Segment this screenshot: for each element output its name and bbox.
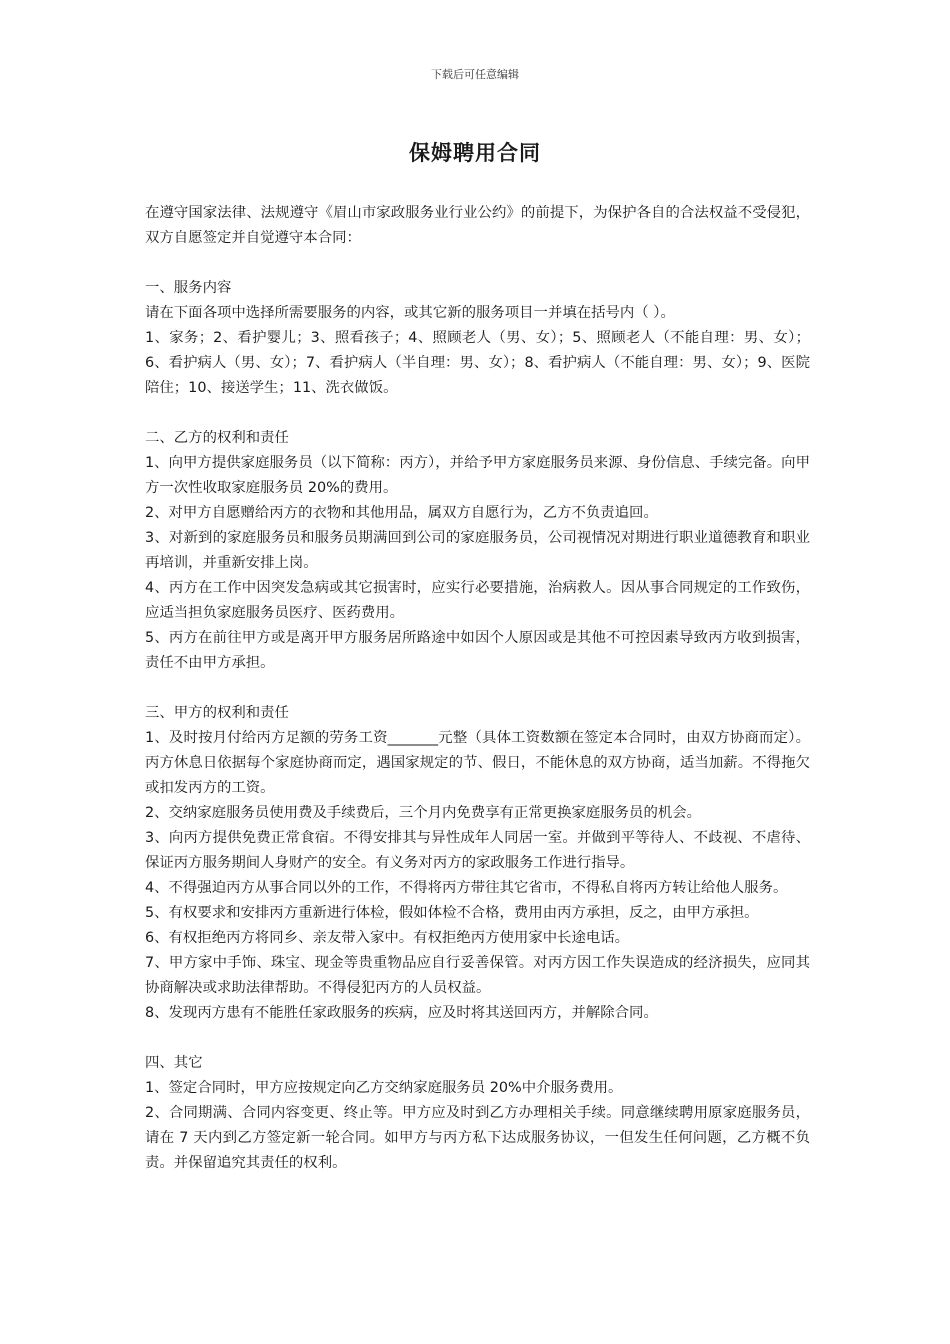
section-heading-1: 一、服务内容	[145, 280, 232, 296]
spacer	[145, 251, 810, 276]
section2-item: 4、丙方在工作中因突发急病或其它损害时，应实行必要措施，治病救人。因从事合同规定的工作致伤，应适当担负家庭服务员医疗、医药费用。	[145, 580, 810, 621]
section3-item: 6、有权拒绝丙方将同乡、亲友带入家中。有权拒绝丙方使用家中长途电话。	[145, 930, 630, 946]
section3-item: 2、交纳家庭服务员使用费及手续费后，三个月内免费享有正常更换家庭服务员的机会。	[145, 805, 702, 821]
section3-item: 7、甲方家中手饰、珠宝、现金等贵重物品应自行妥善保管。对丙方因工作失误造成的经济损失，应同其协商解决或求助法律帮助。不得侵犯丙方的人员权益。	[145, 955, 810, 996]
section2-item: 5、丙方在前往甲方或是离开甲方服务居所路途中如因个人原因或是其他不可控因素导致丙方收到损害，责任不由甲方承担。	[145, 630, 810, 671]
section3-item: 8、发现丙方患有不能胜任家政服务的疾病，应及时将其送回丙方，并解除合同。	[145, 1005, 658, 1021]
section-heading-2: 二、乙方的权利和责任	[145, 430, 289, 446]
section3-item: 5、有权要求和安排丙方重新进行体检，假如体检不合格，费用由丙方承担，反之，由甲方承担。	[145, 905, 759, 921]
spacer	[145, 1026, 810, 1051]
section2-item: 3、对新到的家庭服务员和服务员期满回到公司的家庭服务员，公司视情况对期进行职业道德教育和职业再培训，并重新安排上岗。	[145, 530, 810, 571]
section3-item: 3、向丙方提供免费正常食宿。不得安排其与异性成年人同居一室。并做到平等待人、不歧视、不虐待、保证丙方服务期间人身财产的安全。有义务对丙方的家政服务工作进行指导。	[145, 830, 810, 871]
document-title: 保姆聘用合同	[409, 141, 541, 165]
section3-item: 1、及时按月付给丙方足额的劳务工资_______元整（具体工资数额在签定本合同时，由双方协商而定）。丙方休息日依据每个家庭协商而定，遇国家规定的节、假日，不能休息的双方协商，适当加薪。不得拖欠或扣发丙方的工资。	[145, 730, 810, 796]
page-header: 下载后可任意编辑	[431, 68, 519, 81]
section2-item: 1、向甲方提供家庭服务员（以下简称：丙方），并给予甲方家庭服务员来源、身份信息、手续完备。向甲方一次性收取家庭服务员 20%的费用。	[145, 455, 810, 496]
intro-paragraph: 在遵守国家法律、法规遵守《眉山市家政服务业行业公约》的前提下，为保护各自的合法权益不受侵犯，双方自愿签定并自觉遵守本合同：	[145, 205, 810, 246]
section1-paragraph: 1、家务；2、看护婴儿；3、照看孩子；4、照顾老人（男、女）；5、照顾老人（不能自理：男、女）；6、看护病人（男、女）；7、看护病人（半自理：男、女）；8、看护病人（不能自理：男、女）；9、医院陪住；10、接送学生；11、洗衣做饭。	[145, 330, 810, 396]
document-body	[145, 201, 810, 1176]
section1-paragraph: 请在下面各项中选择所需要服务的内容，或其它新的服务项目一并填在括号内（ ）。	[145, 305, 675, 321]
section2-item: 2、对甲方自愿赠给丙方的衣物和其他用品，属双方自愿行为，乙方不负责追回。	[145, 505, 658, 521]
section4-item: 1、签定合同时，甲方应按规定向乙方交纳家庭服务员 20%中介服务费用。	[145, 1080, 623, 1096]
section3-item: 4、不得强迫丙方从事合同以外的工作，不得将丙方带往其它省市，不得私自将丙方转让给他人服务。	[145, 880, 788, 896]
section-heading-3: 三、甲方的权利和责任	[145, 705, 289, 721]
section-heading-4: 四、其它	[145, 1055, 203, 1071]
spacer	[145, 676, 810, 701]
spacer	[145, 401, 810, 426]
section4-item: 2、合同期满、合同内容变更、终止等。甲方应及时到乙方办理相关手续。同意继续聘用原家庭服务员，请在 7 天内到乙方签定新一轮合同。如甲方与丙方私下达成服务协议，一但发生任何问题，乙方概不负责。并保留追究其责任的权利。	[145, 1105, 810, 1171]
